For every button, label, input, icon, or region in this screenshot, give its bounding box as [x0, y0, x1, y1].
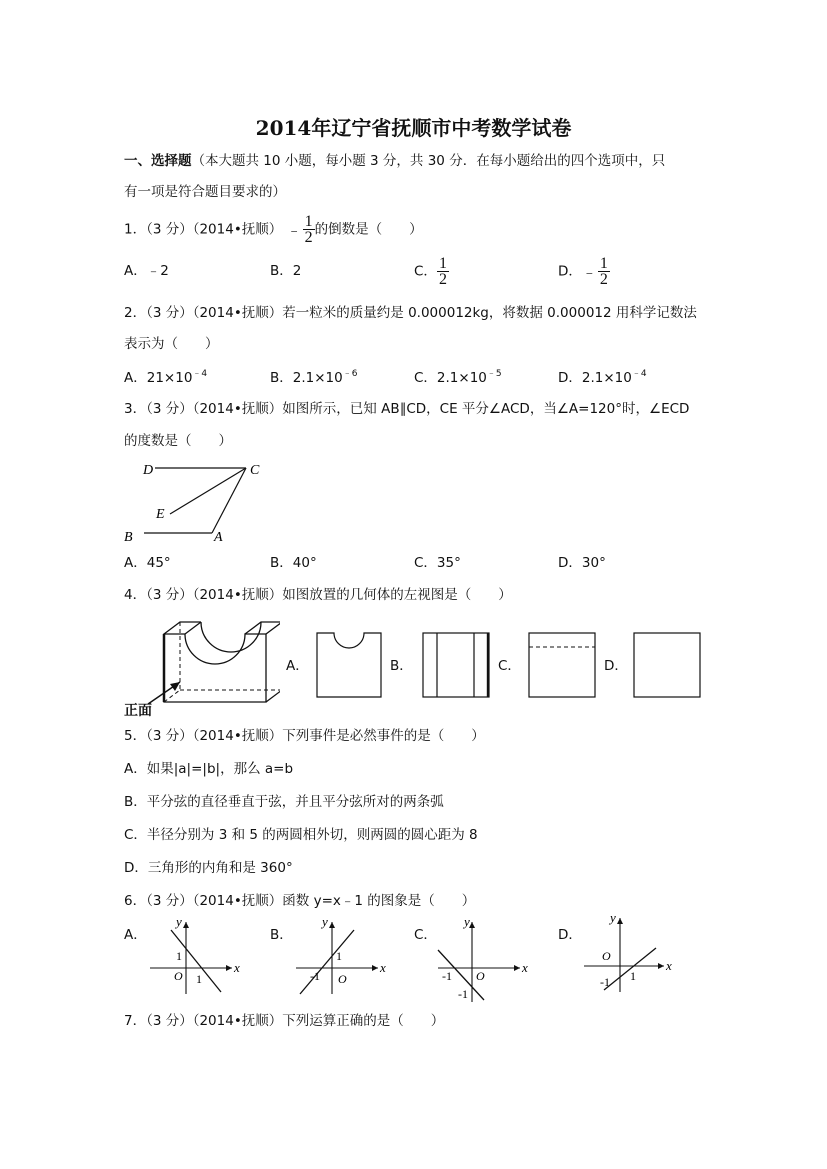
q1-option-b: B．2 — [270, 263, 302, 279]
graph-b-x-label: x — [380, 960, 386, 975]
q1-option-d-fraction — [598, 256, 610, 287]
q5-option-c: C．半径分别为 3 和 5 的两圆相外切，则两圆的圆心距为 8 — [124, 827, 478, 843]
q5-option-a: A．如果|a|=|b|，那么 a=b — [124, 761, 294, 777]
q4-option-c-figure — [528, 632, 596, 698]
label-d: D — [143, 463, 154, 478]
graph-d-x-tick: 1 — [630, 969, 636, 983]
q2-b-text: B．2.1×10 — [270, 370, 343, 386]
q2-b-exp: ﹣6 — [342, 369, 358, 379]
q4-front-label: 正面 — [124, 703, 152, 719]
q4-option-a-figure — [316, 632, 382, 698]
q5-line-1: 5．（3 分）（2014•抚顺）下列事件是必然事件的是（ ） — [124, 728, 485, 744]
label-b: B — [124, 530, 133, 545]
q6-graph-a — [146, 912, 240, 996]
graph-c-x-label: x — [522, 960, 528, 975]
q2-option-c — [414, 367, 502, 389]
page-title: 2014年辽宁省抚顺市中考数学试卷 — [255, 116, 572, 140]
q1-option-c — [414, 256, 449, 287]
graph-a-origin: O — [174, 969, 183, 983]
q1-c-den: 2 — [438, 271, 447, 288]
graph-b-y-tick: 1 — [336, 949, 342, 963]
q2-a-text: A．21×10 — [124, 370, 193, 386]
graph-b-origin: O — [338, 972, 347, 986]
q1-option-c-label: C． — [414, 263, 437, 280]
q7-line-1: 7．（3 分）（2014•抚顺）下列运算正确的是（ ） — [124, 1013, 445, 1029]
q1-d-den: 2 — [599, 271, 608, 288]
label-c: C — [250, 463, 260, 478]
graph-b-y-label: y — [322, 914, 328, 929]
q3-line-1: 3．（3 分）（2014•抚顺）如图所示，已知 AB∥CD，CE 平分∠ACD，当∠A=120°时，∠ECD — [124, 401, 690, 417]
q4-line-1: 4．（3 分）（2014•抚顺）如图放置的几何体的左视图是（ ） — [124, 587, 512, 603]
q2-option-b — [270, 367, 357, 389]
graph-a-x-tick: 1 — [196, 972, 202, 986]
q1-den: 2 — [304, 229, 313, 246]
q1-option-d-label: D． — [558, 263, 582, 280]
q4-option-d-label: D． — [604, 658, 628, 674]
q2-c-exp: ﹣5 — [486, 369, 502, 379]
q2-d-exp: ﹣4 — [631, 369, 647, 379]
q4-option-a-label: A． — [286, 658, 309, 674]
graph-a-y-label: y — [176, 914, 182, 929]
label-e: E — [156, 507, 165, 522]
q1-option-a: A．﹣2 — [124, 263, 169, 279]
q6-option-a-label: A． — [124, 927, 147, 943]
section-header — [124, 150, 665, 172]
graph-d-y-tick: -1 — [600, 975, 610, 989]
q1-option-c-fraction — [437, 256, 449, 287]
graph-c-origin: O — [476, 969, 485, 983]
q1-num: 1 — [304, 213, 313, 230]
q6-option-d-label: D． — [558, 927, 582, 943]
section-desc-1: （本大题共 10 小题，每小题 3 分，共 30 分．在每小题给出的四个选项中，只 — [191, 153, 666, 169]
q3-line-2: 的度数是（ ） — [124, 433, 232, 449]
graph-c-y-tick: -1 — [458, 987, 468, 1001]
q1-c-num: 1 — [438, 255, 447, 272]
q6-option-b-label: B． — [270, 927, 293, 943]
q2-option-d — [558, 367, 647, 389]
q4-option-b-figure — [422, 632, 490, 698]
question-1 — [124, 214, 423, 245]
graph-a-x-label: x — [234, 960, 240, 975]
graph-d-origin: O — [602, 949, 611, 963]
q2-option-a — [124, 367, 207, 389]
q4-option-c-label: C． — [498, 658, 521, 674]
q5-option-b: B．平分弦的直径垂直于弦，并且平分弦所对的两条弧 — [124, 794, 444, 810]
q6-graph-b — [292, 912, 386, 996]
q1-prefix: 1．（3 分）（2014•抚顺） — [124, 221, 283, 238]
graph-c-x-tick: -1 — [442, 969, 452, 983]
q3-option-c: C．35° — [414, 555, 461, 571]
q1-suffix: 的倒数是（ ） — [314, 221, 423, 238]
graph-d-x-label: x — [666, 958, 672, 973]
q2-c-text: C．2.1×10 — [414, 370, 487, 386]
q6-graph-d — [580, 910, 676, 994]
q1-option-d — [558, 256, 610, 287]
q1-d-minus: ﹣ — [581, 262, 597, 281]
q6-line-1: 6．（3 分）（2014•抚顺）函数 y=x﹣1 的图象是（ ） — [124, 893, 476, 909]
q3-figure — [120, 458, 270, 546]
q1-minus: ﹣ — [286, 220, 302, 239]
q2-a-exp: ﹣4 — [192, 369, 208, 379]
q1-d-num: 1 — [599, 255, 608, 272]
section-desc-2: 有一项是符合题目要求的） — [124, 184, 286, 200]
q3-option-a: A．45° — [124, 555, 171, 571]
graph-d-y-label: y — [610, 910, 616, 925]
q6-option-c-label: C． — [414, 927, 437, 943]
q4-option-d-figure — [633, 632, 701, 698]
q3-option-d: D．30° — [558, 555, 606, 571]
section-label: 一、选择题 — [124, 153, 192, 169]
q5-option-d: D．三角形的内角和是 360° — [124, 860, 293, 876]
graph-b-x-tick: -1 — [310, 969, 320, 983]
q2-line-2: 表示为（ ） — [124, 336, 219, 352]
label-a: A — [214, 530, 223, 545]
q6-graph-c — [434, 912, 528, 1004]
q2-line-1: 2．（3 分）（2014•抚顺）若一粒米的质量约是 0.000012kg，将数据 0.000012 用科学记数法 — [124, 305, 697, 321]
q4-option-b-label: B． — [390, 658, 413, 674]
q2-d-text: D．2.1×10 — [558, 370, 632, 386]
q3-option-b: B．40° — [270, 555, 317, 571]
graph-a-y-tick: 1 — [176, 949, 182, 963]
q1-fraction — [303, 214, 315, 245]
graph-c-y-label: y — [464, 914, 470, 929]
